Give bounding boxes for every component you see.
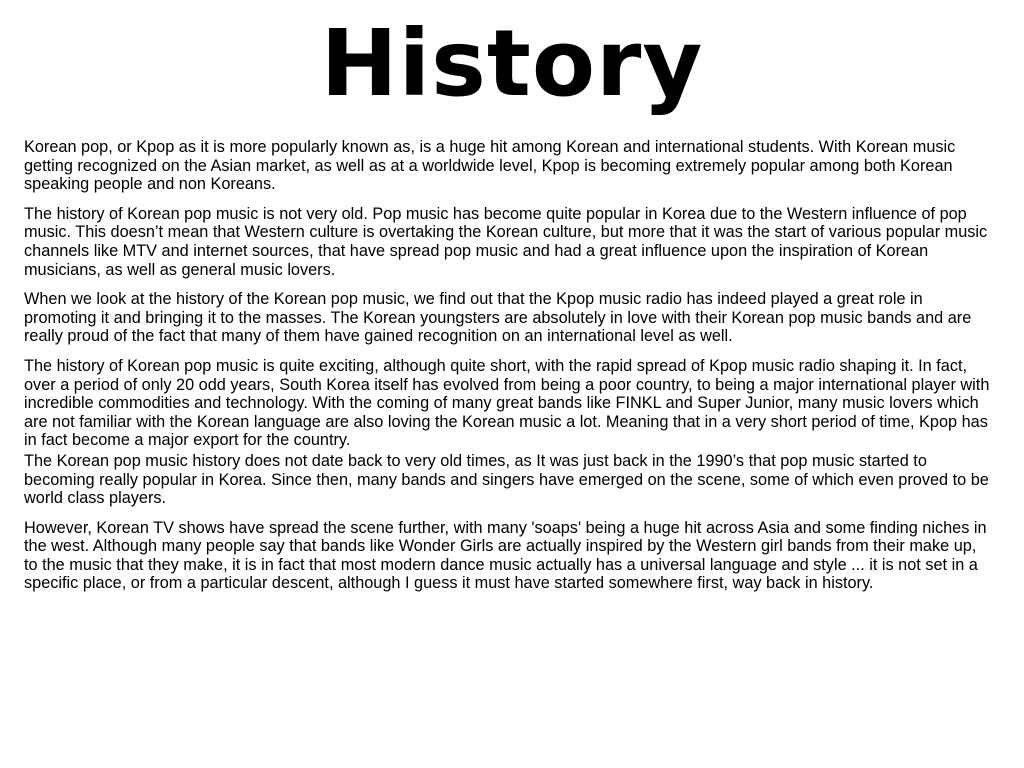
paragraph-5: The Korean pop music history does not date back to very old times, as It was just back in the 1990’s that pop music started to becoming really popular in Korea. Since then, many bands and singers have emerged on the scene, some of which even proved to be world class players.: [24, 451, 989, 508]
paragraph-2: The history of Korean pop music is not very old. Pop music has become quite popular in Korea due to the Western influence of pop music. This doesn’t mean that Western culture is overtaking the Korean culture, but more that it was the start of various popular music channels like MTV and internet sources, that have spread pop music and had a great influence upon the inspiration of Korean musicians, as well as general music lovers.: [24, 204, 988, 279]
slide-title: History: [320, 10, 704, 117]
paragraph-4: The history of Korean pop music is quite exciting, although quite short, with the rapid spread of Kpop music radio shaping it. In fact, over a period of only 20 odd years, South Korea itself has evolved from being a poor country, to being a major international player with incredible commodities and technology. With the coming of many great bands like FINKL and Super Junior, many music lovers which are not familiar with the Korean language are also loving the Korean music a lot. Meaning that in a very short period of time, Kpop has in fact become a major export for the country.: [24, 356, 990, 450]
paragraph-3: When we look at the history of the Korean pop music, we find out that the Kpop music radio has indeed played a great role in promoting it and bringing it to the masses. The Korean youngsters are absolutely in love with their Korean pop music bands and are really proud of the fact that many of them have gained recognition on an international level as well.: [24, 290, 972, 346]
paragraph-6: However, Korean TV shows have spread the scene further, with many 'soaps' being a huge hit across Asia and some finding niches in the west. Although many people say that bands like Wonder Girls are actually inspired by the Western girl bands from their make up, to the music that they make, it is in fact that most modern dance music actually has a universal language and style ... it is not set in a specific place, or from a particular descent, although I guess it must have started somewhere first, way back in history.: [24, 518, 987, 593]
slide-body: [24, 138, 994, 604]
paragraph-1: Korean pop, or Kpop as it is more popularly known as, is a huge hit among Korean and international students. With Korean music getting recognized on the Asian market, as well as at a worldwide level, Kpop is becoming extremely popular among both Korean speaking people and non Koreans.: [24, 138, 956, 194]
